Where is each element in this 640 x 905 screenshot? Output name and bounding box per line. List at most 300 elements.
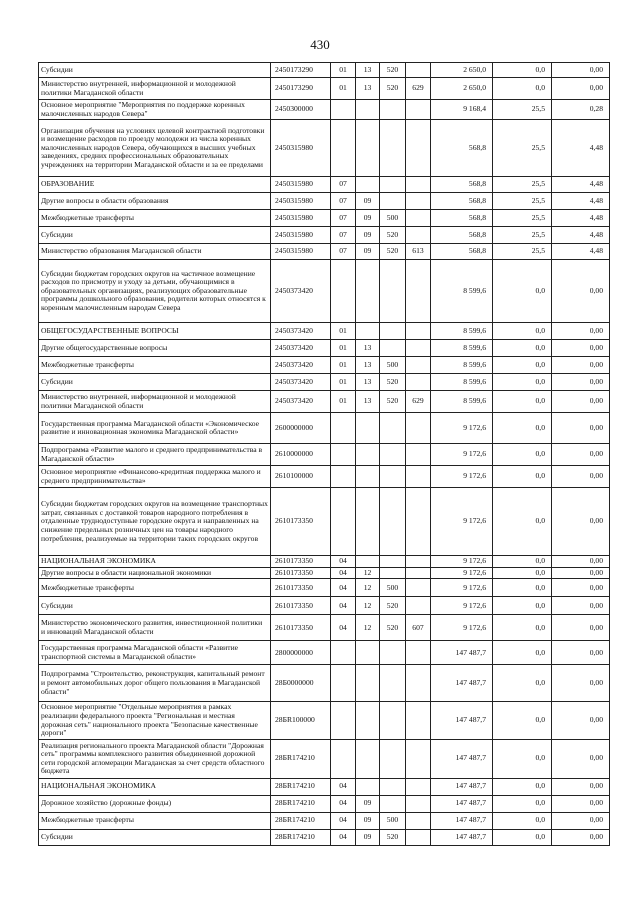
table-cell-amount-actual: 0,0 bbox=[493, 579, 552, 597]
table-row bbox=[39, 177, 610, 193]
table-cell-section bbox=[331, 665, 356, 702]
table-cell-subsection: 12 bbox=[356, 597, 380, 615]
table-cell-grbs bbox=[406, 778, 431, 795]
table-cell-section: 01 bbox=[331, 323, 356, 340]
table-cell-amount-actual: 25,5 bbox=[493, 227, 552, 244]
table-cell-section: 04 bbox=[331, 567, 356, 579]
table-cell-amount-actual: 0,0 bbox=[493, 444, 552, 466]
table-cell-subsection bbox=[356, 739, 380, 778]
table-cell-grbs: 613 bbox=[406, 244, 431, 260]
table-cell-section: 07 bbox=[331, 210, 356, 227]
table-cell-expense-type bbox=[380, 556, 406, 568]
table-cell-percent: 0,00 bbox=[552, 795, 610, 812]
table-cell-name: Межбюджетные трансферты bbox=[39, 812, 271, 829]
table-cell-grbs bbox=[406, 120, 431, 177]
table-cell-subsection: 09 bbox=[356, 210, 380, 227]
table-cell-grbs bbox=[406, 340, 431, 357]
table-cell-code: 2450373420 bbox=[271, 340, 331, 357]
table-cell-subsection: 13 bbox=[356, 63, 380, 78]
table-cell-percent: 4,48 bbox=[552, 227, 610, 244]
table-cell-section bbox=[331, 488, 356, 556]
table-cell-amount-plan: 9 172,6 bbox=[431, 597, 493, 615]
table-cell-subsection: 13 bbox=[356, 78, 380, 100]
table-cell-amount-actual: 0,0 bbox=[493, 795, 552, 812]
table-cell-amount-plan: 568,8 bbox=[431, 244, 493, 260]
table-cell-section: 01 bbox=[331, 340, 356, 357]
table-cell-name: Подпрограмма «Развитие малого и среднего предпринимательства в Магаданской области» bbox=[39, 444, 271, 466]
table-cell-subsection: 09 bbox=[356, 193, 380, 210]
table-cell-code: 2610100000 bbox=[271, 466, 331, 488]
table-cell-subsection bbox=[356, 466, 380, 488]
table-cell-amount-actual: 0,0 bbox=[493, 597, 552, 615]
table-cell-expense-type bbox=[380, 444, 406, 466]
table-cell-amount-actual: 0,0 bbox=[493, 78, 552, 100]
table-cell-subsection: 13 bbox=[356, 357, 380, 374]
table-cell-section: 04 bbox=[331, 615, 356, 641]
table-cell-name: ОБЩЕГОСУДАРСТВЕННЫЕ ВОПРОСЫ bbox=[39, 323, 271, 340]
table-row bbox=[39, 579, 610, 597]
budget-table bbox=[38, 62, 610, 846]
table-cell-amount-actual: 0,0 bbox=[493, 340, 552, 357]
table-cell-amount-actual: 25,5 bbox=[493, 100, 552, 120]
table-row bbox=[39, 193, 610, 210]
table-cell-grbs bbox=[406, 100, 431, 120]
table-cell-amount-plan: 147 487,7 bbox=[431, 665, 493, 702]
table-cell-name: Основное мероприятие "Мероприятия по поддержке коренных малочисленных народов Севера" bbox=[39, 100, 271, 120]
table-cell-amount-actual: 0,0 bbox=[493, 567, 552, 579]
table-cell-name: Межбюджетные трансферты bbox=[39, 357, 271, 374]
table-cell-amount-actual: 0,0 bbox=[493, 778, 552, 795]
table-cell-grbs bbox=[406, 193, 431, 210]
table-cell-percent: 0,00 bbox=[552, 778, 610, 795]
table-cell-amount-actual: 0,0 bbox=[493, 466, 552, 488]
table-cell-section: 07 bbox=[331, 244, 356, 260]
table-cell-amount-plan: 147 487,7 bbox=[431, 702, 493, 739]
table-cell-expense-type bbox=[380, 795, 406, 812]
table-cell-expense-type: 520 bbox=[380, 63, 406, 78]
table-cell-amount-plan: 8 599,6 bbox=[431, 357, 493, 374]
table-cell-code: 2450315980 bbox=[271, 210, 331, 227]
table-cell-percent: 0,00 bbox=[552, 615, 610, 641]
table-row bbox=[39, 615, 610, 641]
table-cell-name: Министерство внутренней, информационной и молодежной политики Магаданской области bbox=[39, 391, 271, 413]
table-cell-percent: 0,00 bbox=[552, 829, 610, 845]
table-cell-grbs bbox=[406, 374, 431, 391]
table-cell-subsection: 13 bbox=[356, 340, 380, 357]
table-cell-amount-actual: 0,0 bbox=[493, 641, 552, 665]
table-cell-amount-plan: 147 487,7 bbox=[431, 812, 493, 829]
table-cell-code: 2450315980 bbox=[271, 120, 331, 177]
table-cell-amount-plan: 568,8 bbox=[431, 227, 493, 244]
table-cell-amount-actual: 0,0 bbox=[493, 357, 552, 374]
table-cell-grbs: 607 bbox=[406, 615, 431, 641]
table-cell-name: Другие общегосударственные вопросы bbox=[39, 340, 271, 357]
table-cell-grbs bbox=[406, 357, 431, 374]
table-cell-grbs: 629 bbox=[406, 78, 431, 100]
table-cell-section: 01 bbox=[331, 391, 356, 413]
table-cell-percent: 0,00 bbox=[552, 641, 610, 665]
table-row bbox=[39, 702, 610, 739]
table-cell-percent: 0,00 bbox=[552, 567, 610, 579]
table-cell-subsection bbox=[356, 702, 380, 739]
table-cell-code: 2610173350 bbox=[271, 556, 331, 568]
table-cell-expense-type: 500 bbox=[380, 357, 406, 374]
table-cell-subsection bbox=[356, 488, 380, 556]
table-cell-code: 2450173290 bbox=[271, 63, 331, 78]
table-cell-expense-type: 520 bbox=[380, 615, 406, 641]
table-cell-name: Государственная программа Магаданской области «Развитие транспортной системы в Магаданской области» bbox=[39, 641, 271, 665]
table-cell-expense-type bbox=[380, 323, 406, 340]
table-row bbox=[39, 812, 610, 829]
table-row bbox=[39, 120, 610, 177]
table-cell-amount-actual: 0,0 bbox=[493, 63, 552, 78]
table-cell-code: 2610173350 bbox=[271, 488, 331, 556]
table-cell-grbs bbox=[406, 665, 431, 702]
table-row bbox=[39, 444, 610, 466]
table-cell-section bbox=[331, 260, 356, 323]
table-cell-name: Другие вопросы в области национальной экономики bbox=[39, 567, 271, 579]
table-cell-name: Другие вопросы в области образования bbox=[39, 193, 271, 210]
table-cell-subsection bbox=[356, 260, 380, 323]
table-cell-amount-actual: 0,0 bbox=[493, 260, 552, 323]
table-cell-amount-actual: 0,0 bbox=[493, 665, 552, 702]
table-cell-percent: 0,00 bbox=[552, 466, 610, 488]
table-cell-subsection: 09 bbox=[356, 829, 380, 845]
table-cell-amount-actual: 0,0 bbox=[493, 374, 552, 391]
table-cell-section bbox=[331, 100, 356, 120]
table-row bbox=[39, 244, 610, 260]
table-cell-section: 07 bbox=[331, 177, 356, 193]
table-row bbox=[39, 665, 610, 702]
table-cell-expense-type bbox=[380, 665, 406, 702]
table-cell-subsection: 09 bbox=[356, 244, 380, 260]
table-cell-grbs bbox=[406, 556, 431, 568]
table-cell-code: 2610173350 bbox=[271, 579, 331, 597]
table-cell-amount-actual: 25,5 bbox=[493, 120, 552, 177]
table-cell-section: 07 bbox=[331, 193, 356, 210]
table-cell-expense-type: 520 bbox=[380, 227, 406, 244]
table-row bbox=[39, 227, 610, 244]
table-cell-expense-type bbox=[380, 413, 406, 444]
table-cell-section bbox=[331, 739, 356, 778]
table-cell-subsection: 13 bbox=[356, 374, 380, 391]
table-cell-percent: 0,00 bbox=[552, 579, 610, 597]
table-cell-percent: 0,00 bbox=[552, 812, 610, 829]
table-row bbox=[39, 391, 610, 413]
table-cell-amount-plan: 147 487,7 bbox=[431, 829, 493, 845]
table-cell-grbs bbox=[406, 466, 431, 488]
table-cell-name: Государственная программа Магаданской области «Экономическое развитие и инновационная экономика Магаданской области» bbox=[39, 413, 271, 444]
table-row bbox=[39, 567, 610, 579]
table-cell-grbs bbox=[406, 567, 431, 579]
table-cell-section: 04 bbox=[331, 597, 356, 615]
table-row bbox=[39, 78, 610, 100]
table-cell-expense-type bbox=[380, 702, 406, 739]
table-cell-amount-actual: 25,5 bbox=[493, 177, 552, 193]
table-cell-section: 07 bbox=[331, 227, 356, 244]
table-cell-subsection bbox=[356, 556, 380, 568]
table-cell-code: 2450315980 bbox=[271, 227, 331, 244]
table-row bbox=[39, 340, 610, 357]
table-cell-expense-type bbox=[380, 340, 406, 357]
table-cell-section: 04 bbox=[331, 812, 356, 829]
table-cell-code: 2610173350 bbox=[271, 567, 331, 579]
table-cell-subsection: 13 bbox=[356, 391, 380, 413]
table-cell-subsection bbox=[356, 100, 380, 120]
table-cell-name: ОБРАЗОВАНИЕ bbox=[39, 177, 271, 193]
table-cell-section: 04 bbox=[331, 556, 356, 568]
table-cell-amount-plan: 147 487,7 bbox=[431, 739, 493, 778]
table-cell-subsection bbox=[356, 323, 380, 340]
table-cell-amount-plan: 147 487,7 bbox=[431, 641, 493, 665]
table-cell-section bbox=[331, 466, 356, 488]
table-row bbox=[39, 829, 610, 845]
table-cell-code: 2450173290 bbox=[271, 78, 331, 100]
table-row bbox=[39, 556, 610, 568]
table-cell-section: 01 bbox=[331, 357, 356, 374]
table-cell-amount-actual: 25,5 bbox=[493, 244, 552, 260]
table-cell-expense-type bbox=[380, 100, 406, 120]
table-cell-percent: 0,00 bbox=[552, 444, 610, 466]
table-cell-amount-plan: 2 650,0 bbox=[431, 63, 493, 78]
table-cell-amount-actual: 0,0 bbox=[493, 488, 552, 556]
table-cell-amount-plan: 9 172,6 bbox=[431, 488, 493, 556]
table-cell-code: 28БR174210 bbox=[271, 739, 331, 778]
table-cell-section: 01 bbox=[331, 63, 356, 78]
table-cell-expense-type: 520 bbox=[380, 374, 406, 391]
table-cell-amount-actual: 0,0 bbox=[493, 323, 552, 340]
table-cell-subsection: 09 bbox=[356, 795, 380, 812]
table-cell-amount-plan: 8 599,6 bbox=[431, 260, 493, 323]
table-cell-amount-plan: 568,8 bbox=[431, 177, 493, 193]
table-cell-percent: 4,48 bbox=[552, 244, 610, 260]
table-cell-name: Министерство экономического развития, инвестиционной политики и инноваций Магаданской области bbox=[39, 615, 271, 641]
table-cell-code: 2600000000 bbox=[271, 413, 331, 444]
table-cell-amount-plan: 9 172,6 bbox=[431, 615, 493, 641]
table-row bbox=[39, 488, 610, 556]
table-row bbox=[39, 323, 610, 340]
table-cell-amount-plan: 9 168,4 bbox=[431, 100, 493, 120]
table-cell-amount-plan: 2 650,0 bbox=[431, 78, 493, 100]
table-cell-grbs bbox=[406, 210, 431, 227]
table-cell-subsection: 12 bbox=[356, 579, 380, 597]
table-cell-amount-plan: 8 599,6 bbox=[431, 323, 493, 340]
table-row bbox=[39, 597, 610, 615]
table-cell-subsection bbox=[356, 413, 380, 444]
table-cell-amount-actual: 0,0 bbox=[493, 391, 552, 413]
table-cell-expense-type bbox=[380, 739, 406, 778]
table-row bbox=[39, 100, 610, 120]
table-cell-name: Основное мероприятие «Финансово-кредитная поддержка малого и среднего предпринимательства» bbox=[39, 466, 271, 488]
table-row bbox=[39, 413, 610, 444]
table-cell-code: 2450315980 bbox=[271, 177, 331, 193]
table-cell-percent: 4,48 bbox=[552, 210, 610, 227]
table-cell-code: 2450373420 bbox=[271, 323, 331, 340]
table-row bbox=[39, 357, 610, 374]
table-cell-code: 28БR174210 bbox=[271, 812, 331, 829]
table-cell-grbs bbox=[406, 413, 431, 444]
table-cell-amount-actual: 0,0 bbox=[493, 829, 552, 845]
table-cell-percent: 0,00 bbox=[552, 357, 610, 374]
table-cell-expense-type: 520 bbox=[380, 391, 406, 413]
page-number: 430 bbox=[310, 37, 330, 52]
table-cell-code: 2450315980 bbox=[271, 244, 331, 260]
table-cell-grbs bbox=[406, 739, 431, 778]
table-cell-amount-plan: 9 172,6 bbox=[431, 567, 493, 579]
table-cell-section: 04 bbox=[331, 778, 356, 795]
table-cell-expense-type: 500 bbox=[380, 579, 406, 597]
table-cell-grbs bbox=[406, 177, 431, 193]
table-row bbox=[39, 641, 610, 665]
table-cell-code: 2610173350 bbox=[271, 597, 331, 615]
table-cell-subsection bbox=[356, 641, 380, 665]
table-cell-code: 28БR100000 bbox=[271, 702, 331, 739]
table-cell-name: Субсидии bbox=[39, 227, 271, 244]
table-cell-code: 28Б0000000 bbox=[271, 665, 331, 702]
table-row bbox=[39, 739, 610, 778]
table-cell-expense-type bbox=[380, 260, 406, 323]
table-cell-percent: 4,48 bbox=[552, 120, 610, 177]
table-row bbox=[39, 466, 610, 488]
table-cell-code: 2450373420 bbox=[271, 357, 331, 374]
table-cell-amount-actual: 0,0 bbox=[493, 615, 552, 641]
budget-table-body bbox=[39, 63, 610, 846]
table-row bbox=[39, 260, 610, 323]
table-cell-amount-plan: 9 172,6 bbox=[431, 466, 493, 488]
table-cell-expense-type bbox=[380, 641, 406, 665]
table-cell-subsection: 12 bbox=[356, 567, 380, 579]
table-cell-percent: 0,00 bbox=[552, 374, 610, 391]
table-cell-subsection: 12 bbox=[356, 615, 380, 641]
table-cell-amount-plan: 568,8 bbox=[431, 120, 493, 177]
table-cell-amount-plan: 8 599,6 bbox=[431, 340, 493, 357]
table-cell-grbs: 629 bbox=[406, 391, 431, 413]
table-cell-percent: 0,00 bbox=[552, 739, 610, 778]
table-cell-section bbox=[331, 120, 356, 177]
table-cell-name: Субсидии bbox=[39, 374, 271, 391]
table-cell-percent: 0,00 bbox=[552, 260, 610, 323]
table-cell-section: 01 bbox=[331, 78, 356, 100]
table-row bbox=[39, 778, 610, 795]
table-cell-grbs bbox=[406, 641, 431, 665]
table-cell-section bbox=[331, 413, 356, 444]
table-cell-percent: 0,00 bbox=[552, 323, 610, 340]
table-cell-name: НАЦИОНАЛЬНАЯ ЭКОНОМИКА bbox=[39, 556, 271, 568]
table-cell-section bbox=[331, 702, 356, 739]
table-cell-grbs bbox=[406, 444, 431, 466]
table-cell-expense-type: 500 bbox=[380, 210, 406, 227]
table-cell-percent: 0,00 bbox=[552, 665, 610, 702]
table-cell-name: Субсидии bbox=[39, 829, 271, 845]
table-cell-amount-plan: 8 599,6 bbox=[431, 374, 493, 391]
table-cell-name: Министерство внутренней, информационной и молодежной политики Магаданской области bbox=[39, 78, 271, 100]
table-cell-percent: 0,00 bbox=[552, 391, 610, 413]
table-cell-code: 2450300000 bbox=[271, 100, 331, 120]
table-cell-amount-actual: 0,0 bbox=[493, 413, 552, 444]
table-cell-percent: 0,00 bbox=[552, 597, 610, 615]
table-cell-amount-plan: 9 172,6 bbox=[431, 579, 493, 597]
table-cell-name: Основное мероприятие "Отдельные мероприятия в рамках реализации федерального проекта "Региональная и местная дорожная сеть" национального проекта "Безопасные качественные дороги" bbox=[39, 702, 271, 739]
table-cell-subsection bbox=[356, 120, 380, 177]
table-cell-amount-plan: 8 599,6 bbox=[431, 391, 493, 413]
table-cell-amount-plan: 9 172,6 bbox=[431, 556, 493, 568]
table-cell-name: Межбюджетные трансферты bbox=[39, 579, 271, 597]
table-cell-grbs bbox=[406, 488, 431, 556]
table-cell-expense-type bbox=[380, 466, 406, 488]
table-cell-name: Дорожное хозяйство (дорожные фонды) bbox=[39, 795, 271, 812]
table-row bbox=[39, 210, 610, 227]
table-cell-expense-type bbox=[380, 567, 406, 579]
table-cell-percent: 0,00 bbox=[552, 702, 610, 739]
table-cell-grbs bbox=[406, 795, 431, 812]
table-cell-percent: 0,00 bbox=[552, 556, 610, 568]
table-cell-amount-plan: 9 172,6 bbox=[431, 444, 493, 466]
table-cell-name: Подпрограмма "Строительство, реконструкция, капитальный ремонт и ремонт автомобильных дорог общего пользования в Магаданской области" bbox=[39, 665, 271, 702]
table-cell-amount-actual: 0,0 bbox=[493, 702, 552, 739]
table-row bbox=[39, 795, 610, 812]
table-cell-expense-type bbox=[380, 177, 406, 193]
table-cell-amount-plan: 147 487,7 bbox=[431, 778, 493, 795]
table-cell-grbs bbox=[406, 323, 431, 340]
table-cell-section: 04 bbox=[331, 829, 356, 845]
table-cell-name: Межбюджетные трансферты bbox=[39, 210, 271, 227]
table-cell-percent: 4,48 bbox=[552, 177, 610, 193]
table-cell-code: 2610173350 bbox=[271, 615, 331, 641]
table-cell-expense-type bbox=[380, 488, 406, 556]
table-cell-name: Реализация регионального проекта Магаданской области "Дорожная сеть" программы комплексного развития объединенной дорожной сети городской агломерации Магаданская за счет средств областного бюджета bbox=[39, 739, 271, 778]
table-cell-section bbox=[331, 641, 356, 665]
table-cell-expense-type bbox=[380, 778, 406, 795]
table-cell-name: Субсидии bbox=[39, 63, 271, 78]
table-cell-amount-actual: 0,0 bbox=[493, 739, 552, 778]
table-cell-expense-type: 520 bbox=[380, 78, 406, 100]
table-cell-percent: 0,00 bbox=[552, 63, 610, 78]
table-cell-expense-type: 520 bbox=[380, 829, 406, 845]
table-cell-percent: 0,00 bbox=[552, 78, 610, 100]
table-cell-code: 2450373420 bbox=[271, 374, 331, 391]
table-cell-expense-type bbox=[380, 120, 406, 177]
table-cell-expense-type bbox=[380, 193, 406, 210]
table-cell-name: Субсидии бюджетам городских округов на частичное возмещение расходов по присмотру и уходу за детьми, обучающимися в образовательных организациях, реализующих образовательные программы дошкольного образования, родители которых относятся к коренным малочисленным народам Севера bbox=[39, 260, 271, 323]
table-cell-code: 28БR174210 bbox=[271, 778, 331, 795]
table-cell-grbs bbox=[406, 579, 431, 597]
table-cell-percent: 4,48 bbox=[552, 193, 610, 210]
table-cell-subsection: 09 bbox=[356, 812, 380, 829]
table-cell-subsection bbox=[356, 778, 380, 795]
table-cell-code: 28БR174210 bbox=[271, 795, 331, 812]
table-cell-expense-type: 500 bbox=[380, 812, 406, 829]
table-cell-code: 2450315980 bbox=[271, 193, 331, 210]
table-cell-percent: 0,00 bbox=[552, 413, 610, 444]
table-cell-name: НАЦИОНАЛЬНАЯ ЭКОНОМИКА bbox=[39, 778, 271, 795]
table-row bbox=[39, 374, 610, 391]
table-cell-subsection bbox=[356, 177, 380, 193]
table-cell-amount-plan: 147 487,7 bbox=[431, 795, 493, 812]
table-cell-subsection: 09 bbox=[356, 227, 380, 244]
table-cell-percent: 0,00 bbox=[552, 340, 610, 357]
table-cell-amount-actual: 25,5 bbox=[493, 210, 552, 227]
table-cell-code: 2800000000 bbox=[271, 641, 331, 665]
table-cell-subsection bbox=[356, 665, 380, 702]
table-cell-name: Субсидии bbox=[39, 597, 271, 615]
table-cell-code: 2610000000 bbox=[271, 444, 331, 466]
table-cell-grbs bbox=[406, 812, 431, 829]
table-cell-section: 01 bbox=[331, 374, 356, 391]
table-cell-amount-actual: 0,0 bbox=[493, 556, 552, 568]
table-cell-subsection bbox=[356, 444, 380, 466]
table-cell-name: Министерство образования Магаданской области bbox=[39, 244, 271, 260]
table-cell-percent: 0,28 bbox=[552, 100, 610, 120]
